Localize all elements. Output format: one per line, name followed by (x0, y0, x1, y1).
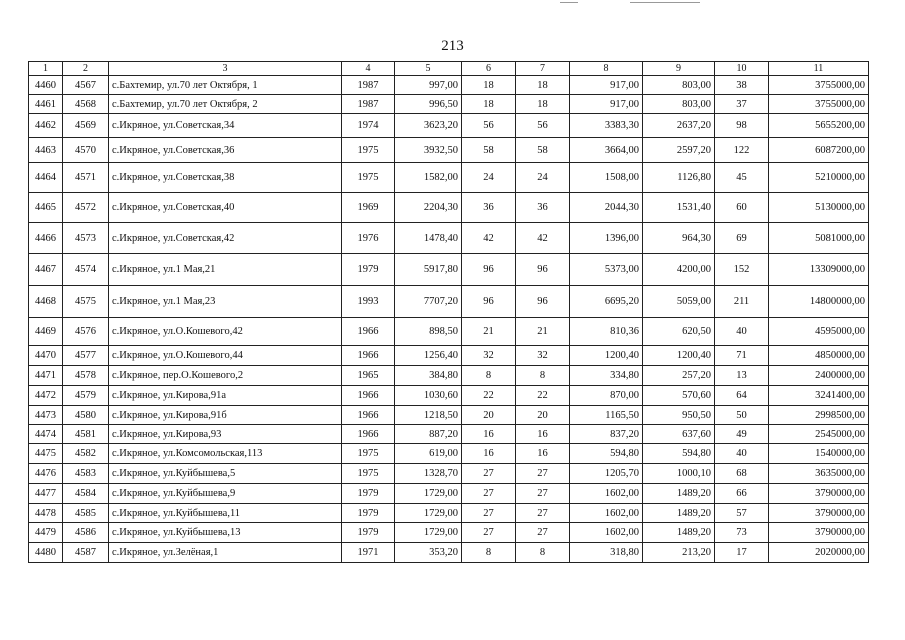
table-cell: 4472 (29, 386, 63, 406)
table-row (29, 504, 869, 523)
table-cell: с.Икряное, ул.Куйбышева,9 (109, 484, 342, 504)
table-cell: 4477 (29, 484, 63, 504)
table-cell: 4475 (29, 444, 63, 464)
table-cell: с.Икряное, ул.Советская,34 (109, 114, 342, 138)
table-cell: 2545000,00 (769, 425, 869, 444)
table-cell: 3635000,00 (769, 464, 869, 484)
table-cell: 1531,40 (643, 193, 715, 223)
table-cell: 4581 (63, 425, 109, 444)
table-cell: 1602,00 (570, 484, 643, 504)
table-cell: 1126,80 (643, 163, 715, 193)
table-cell: 42 (516, 223, 570, 254)
table-cell: 17 (715, 543, 769, 563)
table-cell: 71 (715, 346, 769, 366)
table-cell: 4577 (63, 346, 109, 366)
column-header: 3 (109, 62, 342, 76)
table-cell: 4462 (29, 114, 63, 138)
table-cell: 1489,20 (643, 523, 715, 543)
table-cell: 213,20 (643, 543, 715, 563)
table-cell: 257,20 (643, 366, 715, 386)
table-cell: 1328,70 (395, 464, 462, 484)
table-cell: 22 (516, 386, 570, 406)
table-row (29, 543, 869, 563)
table-row (29, 464, 869, 484)
table-cell: 1966 (342, 346, 395, 366)
table-cell: 870,00 (570, 386, 643, 406)
table-cell: 1969 (342, 193, 395, 223)
table-cell: 56 (516, 114, 570, 138)
table-cell: 1540000,00 (769, 444, 869, 464)
table-cell: 4200,00 (643, 254, 715, 286)
table-cell: 1205,70 (570, 464, 643, 484)
table-cell: 2400000,00 (769, 366, 869, 386)
column-header: 6 (462, 62, 516, 76)
table-cell: 4850000,00 (769, 346, 869, 366)
table-cell: 1971 (342, 543, 395, 563)
table-cell: 3790000,00 (769, 484, 869, 504)
table-cell: с.Икряное, ул.Комсомольская,113 (109, 444, 342, 464)
table-row (29, 386, 869, 406)
table-cell: 1966 (342, 386, 395, 406)
table-row (29, 444, 869, 464)
table-cell: 1218,50 (395, 406, 462, 425)
table-cell: 4585 (63, 504, 109, 523)
table-cell: 4474 (29, 425, 63, 444)
table-cell: 1979 (342, 254, 395, 286)
table-cell: 8 (516, 366, 570, 386)
table-cell: 4479 (29, 523, 63, 543)
table-cell: 1965 (342, 366, 395, 386)
table-cell: 917,00 (570, 76, 643, 95)
table-cell: 18 (462, 95, 516, 114)
table-cell: 2637,20 (643, 114, 715, 138)
table-cell: 6087200,00 (769, 138, 869, 163)
table-cell: 49 (715, 425, 769, 444)
table-cell: 637,60 (643, 425, 715, 444)
table-cell: 32 (516, 346, 570, 366)
table-cell: 16 (462, 425, 516, 444)
column-header: 4 (342, 62, 395, 76)
table-cell: 4575 (63, 286, 109, 318)
table-cell: 5081000,00 (769, 223, 869, 254)
page-number: 213 (441, 38, 464, 54)
table-cell: 4471 (29, 366, 63, 386)
table-row (29, 163, 869, 193)
table-cell: 1729,00 (395, 504, 462, 523)
table-cell: 353,20 (395, 543, 462, 563)
table-cell: 2044,30 (570, 193, 643, 223)
table-cell: 3755000,00 (769, 95, 869, 114)
table-row (29, 318, 869, 346)
table-cell: 3790000,00 (769, 523, 869, 543)
table-cell: 21 (516, 318, 570, 346)
table-cell: 837,20 (570, 425, 643, 444)
column-header: 2 (63, 62, 109, 76)
table-cell: 803,00 (643, 76, 715, 95)
table-cell: 1478,40 (395, 223, 462, 254)
table-cell: 570,60 (643, 386, 715, 406)
table-cell: 997,00 (395, 76, 462, 95)
table-cell: 4469 (29, 318, 63, 346)
table-cell: 4579 (63, 386, 109, 406)
table-row (29, 406, 869, 425)
table-cell: 1979 (342, 484, 395, 504)
column-header: 10 (715, 62, 769, 76)
table-cell: 16 (462, 444, 516, 464)
table-cell: 810,36 (570, 318, 643, 346)
table-cell: 4583 (63, 464, 109, 484)
table-cell: 4578 (63, 366, 109, 386)
table-cell: 64 (715, 386, 769, 406)
table-cell: 37 (715, 95, 769, 114)
table-cell: 1729,00 (395, 484, 462, 504)
table-cell: 1489,20 (643, 484, 715, 504)
table-cell: 2020000,00 (769, 543, 869, 563)
table-cell: 13 (715, 366, 769, 386)
table-cell: 4576 (63, 318, 109, 346)
table-cell: 1993 (342, 286, 395, 318)
table-cell: 42 (462, 223, 516, 254)
table-cell: 27 (462, 464, 516, 484)
table-cell: с.Икряное, ул.Советская,36 (109, 138, 342, 163)
table-row (29, 425, 869, 444)
table-cell: 45 (715, 163, 769, 193)
table-cell: 66 (715, 484, 769, 504)
table-cell: 5917,80 (395, 254, 462, 286)
table-cell: 1975 (342, 163, 395, 193)
table-cell: 27 (516, 523, 570, 543)
table-cell: 1987 (342, 76, 395, 95)
table-cell: 5655200,00 (769, 114, 869, 138)
table-cell: 3623,20 (395, 114, 462, 138)
table-cell: 24 (516, 163, 570, 193)
table-cell: 887,20 (395, 425, 462, 444)
table-row (29, 366, 869, 386)
table-cell: 1030,60 (395, 386, 462, 406)
table-cell: 60 (715, 193, 769, 223)
table-cell: 384,80 (395, 366, 462, 386)
table-cell: 1000,10 (643, 464, 715, 484)
table-cell: 27 (516, 464, 570, 484)
table-cell: с.Икряное, ул.О.Кошевого,42 (109, 318, 342, 346)
table-cell: 917,00 (570, 95, 643, 114)
table-cell: с.Бахтемир, ул.70 лет Октября, 1 (109, 76, 342, 95)
table-cell: 3664,00 (570, 138, 643, 163)
table-cell: 20 (462, 406, 516, 425)
table-cell: 950,50 (643, 406, 715, 425)
table-cell: 21 (462, 318, 516, 346)
table-row (29, 223, 869, 254)
table-cell: 8 (516, 543, 570, 563)
table-cell: 1508,00 (570, 163, 643, 193)
table-cell: 3383,30 (570, 114, 643, 138)
table-cell: 69 (715, 223, 769, 254)
table-cell: 4582 (63, 444, 109, 464)
table-cell: 594,80 (570, 444, 643, 464)
table-cell: 4580 (63, 406, 109, 425)
table-cell: 58 (516, 138, 570, 163)
table-cell: 36 (516, 193, 570, 223)
table-cell: 27 (462, 504, 516, 523)
table-cell: с.Икряное, ул.Куйбышева,11 (109, 504, 342, 523)
table-cell: 4570 (63, 138, 109, 163)
column-header: 8 (570, 62, 643, 76)
table-cell: 4461 (29, 95, 63, 114)
table-cell: с.Икряное, ул.Куйбышева,5 (109, 464, 342, 484)
table-cell: 8 (462, 543, 516, 563)
table-cell: 4465 (29, 193, 63, 223)
housing-registry-table (28, 61, 869, 563)
table-cell: 4460 (29, 76, 63, 95)
table-cell: с.Икряное, пер.О.Кошевого,2 (109, 366, 342, 386)
table-cell: 3790000,00 (769, 504, 869, 523)
table-cell: 318,80 (570, 543, 643, 563)
table-cell: 8 (462, 366, 516, 386)
table-cell: 1974 (342, 114, 395, 138)
table-cell: 27 (462, 484, 516, 504)
table-cell: с.Икряное, ул.Зелёная,1 (109, 543, 342, 563)
table-cell: 1979 (342, 504, 395, 523)
table-cell: 32 (462, 346, 516, 366)
table-cell: 1200,40 (643, 346, 715, 366)
table-cell: 4569 (63, 114, 109, 138)
table-cell: 594,80 (643, 444, 715, 464)
table-cell: 1976 (342, 223, 395, 254)
table-cell: 40 (715, 444, 769, 464)
table-cell: 996,50 (395, 95, 462, 114)
table-cell: 1979 (342, 523, 395, 543)
table-cell: 96 (462, 254, 516, 286)
table-cell: 40 (715, 318, 769, 346)
table-cell: 27 (516, 504, 570, 523)
table-cell: 20 (516, 406, 570, 425)
table-cell: 1200,40 (570, 346, 643, 366)
table-cell: 4466 (29, 223, 63, 254)
table-cell: с.Бахтемир, ул.70 лет Октября, 2 (109, 95, 342, 114)
table-cell: 18 (462, 76, 516, 95)
table-cell: 4476 (29, 464, 63, 484)
table-cell: 1966 (342, 318, 395, 346)
table-cell: с.Икряное, ул.Куйбышева,13 (109, 523, 342, 543)
table-cell: 4574 (63, 254, 109, 286)
column-header: 5 (395, 62, 462, 76)
column-header: 9 (643, 62, 715, 76)
table-cell: 4478 (29, 504, 63, 523)
table-cell: 803,00 (643, 95, 715, 114)
table-cell: 4473 (29, 406, 63, 425)
table-cell: 4470 (29, 346, 63, 366)
column-header: 11 (769, 62, 869, 76)
table-cell: 1602,00 (570, 504, 643, 523)
table-cell: 3755000,00 (769, 76, 869, 95)
table-cell: с.Икряное, ул.Советская,40 (109, 193, 342, 223)
table-row (29, 254, 869, 286)
table-cell: 620,50 (643, 318, 715, 346)
table-cell: 152 (715, 254, 769, 286)
table-cell: с.Икряное, ул.1 Мая,23 (109, 286, 342, 318)
table-cell: 898,50 (395, 318, 462, 346)
table-cell: 4573 (63, 223, 109, 254)
table-cell: 56 (462, 114, 516, 138)
table-cell: 16 (516, 425, 570, 444)
table-cell: 96 (516, 254, 570, 286)
table-cell: 1582,00 (395, 163, 462, 193)
column-header: 7 (516, 62, 570, 76)
column-header: 1 (29, 62, 63, 76)
table-body (29, 76, 869, 563)
table-cell: 4595000,00 (769, 318, 869, 346)
table-cell: 6695,20 (570, 286, 643, 318)
table-cell: 96 (462, 286, 516, 318)
table-cell: 16 (516, 444, 570, 464)
table-cell: 18 (516, 76, 570, 95)
table-cell: 2597,20 (643, 138, 715, 163)
table-cell: 4480 (29, 543, 63, 563)
table-cell: 58 (462, 138, 516, 163)
table-cell: 68 (715, 464, 769, 484)
table-cell: 4567 (63, 76, 109, 95)
table-cell: 24 (462, 163, 516, 193)
table-cell: 4568 (63, 95, 109, 114)
table-cell: 1975 (342, 444, 395, 464)
table-row (29, 95, 869, 114)
table-cell: 5373,00 (570, 254, 643, 286)
table-cell: 2998500,00 (769, 406, 869, 425)
table-cell: 1987 (342, 95, 395, 114)
table-cell: 4464 (29, 163, 63, 193)
table-cell: 1966 (342, 406, 395, 425)
table-cell: 1602,00 (570, 523, 643, 543)
table-cell: 50 (715, 406, 769, 425)
table-cell: 4571 (63, 163, 109, 193)
table-cell: с.Икряное, ул.Кирова,91б (109, 406, 342, 425)
table-cell: 1729,00 (395, 523, 462, 543)
table-cell: с.Икряное, ул.Советская,42 (109, 223, 342, 254)
table-cell: 1975 (342, 464, 395, 484)
table-cell: 27 (516, 484, 570, 504)
table-cell: 4467 (29, 254, 63, 286)
table-row (29, 286, 869, 318)
table-cell: 122 (715, 138, 769, 163)
table-header-row (29, 62, 869, 76)
scan-artifact-line (630, 2, 700, 3)
table-cell: с.Икряное, ул.Кирова,93 (109, 425, 342, 444)
table-cell: 3932,50 (395, 138, 462, 163)
scan-artifact-line (560, 2, 578, 3)
table-cell: 211 (715, 286, 769, 318)
table-cell: с.Икряное, ул.1 Мая,21 (109, 254, 342, 286)
table-cell: 96 (516, 286, 570, 318)
table-cell: 4463 (29, 138, 63, 163)
table-cell: 1165,50 (570, 406, 643, 425)
table-cell: 1256,40 (395, 346, 462, 366)
table-cell: 4586 (63, 523, 109, 543)
table-cell: 4584 (63, 484, 109, 504)
table-cell: 27 (462, 523, 516, 543)
table-row (29, 138, 869, 163)
table-cell: 1489,20 (643, 504, 715, 523)
table-cell: 13309000,00 (769, 254, 869, 286)
table-cell: с.Икряное, ул.О.Кошевого,44 (109, 346, 342, 366)
table-row (29, 346, 869, 366)
table-cell: 14800000,00 (769, 286, 869, 318)
table-cell: 3241400,00 (769, 386, 869, 406)
table-row (29, 193, 869, 223)
table-cell: 2204,30 (395, 193, 462, 223)
table-cell: с.Икряное, ул.Кирова,91а (109, 386, 342, 406)
table-cell: 5130000,00 (769, 193, 869, 223)
table-cell: 73 (715, 523, 769, 543)
table-cell: 98 (715, 114, 769, 138)
table-cell: 1396,00 (570, 223, 643, 254)
table-cell: 334,80 (570, 366, 643, 386)
table-cell: 4468 (29, 286, 63, 318)
table-cell: 57 (715, 504, 769, 523)
table-cell: 18 (516, 95, 570, 114)
table-cell: 38 (715, 76, 769, 95)
table-cell: 1975 (342, 138, 395, 163)
table-cell: 4587 (63, 543, 109, 563)
table-cell: 619,00 (395, 444, 462, 464)
table-cell: с.Икряное, ул.Советская,38 (109, 163, 342, 193)
table-cell: 22 (462, 386, 516, 406)
table-cell: 36 (462, 193, 516, 223)
table-cell: 1966 (342, 425, 395, 444)
table-row (29, 484, 869, 504)
table-row (29, 523, 869, 543)
table-row (29, 114, 869, 138)
table-cell: 5210000,00 (769, 163, 869, 193)
table-row (29, 76, 869, 95)
table-cell: 7707,20 (395, 286, 462, 318)
table-cell: 5059,00 (643, 286, 715, 318)
table-cell: 4572 (63, 193, 109, 223)
table-cell: 964,30 (643, 223, 715, 254)
